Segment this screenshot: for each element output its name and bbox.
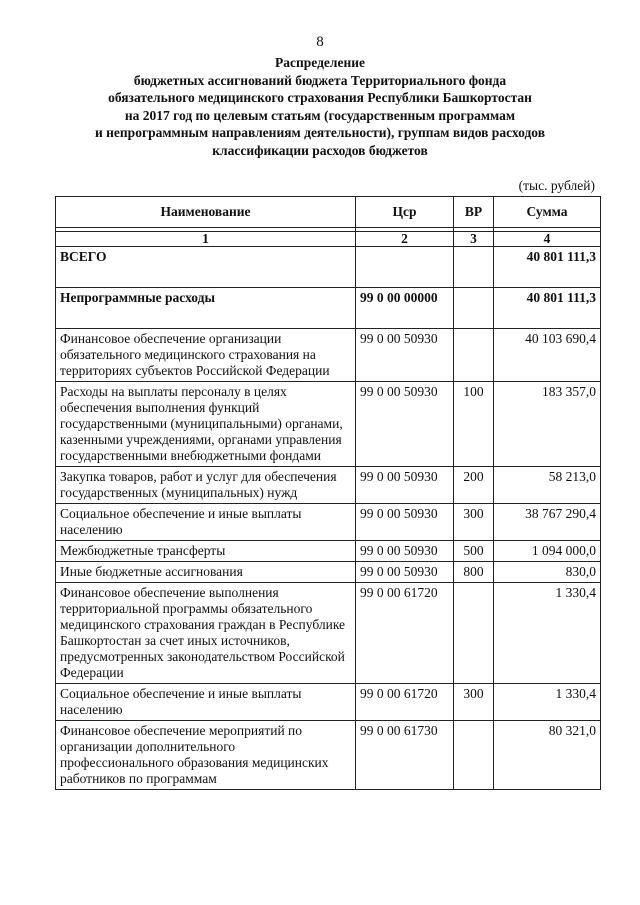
cell-sum: 40 801 111,3 xyxy=(494,288,601,329)
table-row xyxy=(56,562,601,583)
cell-code: 99 0 00 00000 xyxy=(356,288,454,329)
cell-code: 99 0 00 50930 xyxy=(356,562,454,583)
cell-name: ВСЕГО xyxy=(56,247,356,288)
cell-name: Закупка товаров, работ и услуг для обеспечения государственных (муниципальных) нужд xyxy=(56,467,356,504)
cell-sum: 38 767 290,4 xyxy=(494,504,601,541)
cell-code: 99 0 00 61720 xyxy=(356,583,454,684)
header-name: Наименование xyxy=(56,197,356,228)
cell-code: 99 0 00 50930 xyxy=(356,329,454,382)
cell-vr xyxy=(454,247,494,288)
cell-code: 99 0 00 50930 xyxy=(356,504,454,541)
cell-vr xyxy=(454,583,494,684)
column-number-row xyxy=(56,232,601,247)
column-number: 1 xyxy=(56,232,356,247)
cell-name: Межбюджетные трансферты xyxy=(56,541,356,562)
title-line: Распределение xyxy=(274,55,366,70)
cell-name: Социальное обеспечение и иные выплаты населению xyxy=(56,684,356,721)
title-line: классификации расходов бюджетов xyxy=(212,142,428,158)
cell-code: 99 0 00 50930 xyxy=(356,382,454,467)
cell-name: Социальное обеспечение и иные выплаты населению xyxy=(56,504,356,541)
cell-name: Иные бюджетные ассигнования xyxy=(56,562,356,583)
header-vr: ВР xyxy=(454,197,494,228)
header-code: Цср xyxy=(356,197,454,228)
cell-sum: 1 330,4 xyxy=(494,684,601,721)
cell-sum: 40 103 690,4 xyxy=(494,329,601,382)
cell-name: Непрограммные расходы xyxy=(56,288,356,329)
cell-vr: 300 xyxy=(454,504,494,541)
cell-sum: 830,0 xyxy=(494,562,601,583)
cell-sum: 1 094 000,0 xyxy=(494,541,601,562)
title-line: обязательного медицинского страхования Республики Башкортостан xyxy=(108,90,532,105)
cell-sum: 58 213,0 xyxy=(494,467,601,504)
header-row xyxy=(56,197,601,228)
page-number: 8 xyxy=(316,34,324,50)
document-title xyxy=(40,54,600,159)
cell-code: 99 0 00 61720 xyxy=(356,684,454,721)
cell-sum: 183 357,0 xyxy=(494,382,601,467)
table-row xyxy=(56,247,601,288)
table-row xyxy=(56,504,601,541)
units-label: (тыс. рублей) xyxy=(518,178,595,193)
table-row xyxy=(56,721,601,790)
budget-table xyxy=(55,196,601,790)
table-row xyxy=(56,288,601,329)
cell-vr xyxy=(454,721,494,790)
table-row xyxy=(56,382,601,467)
table-row xyxy=(56,541,601,562)
cell-code: 99 0 00 50930 xyxy=(356,541,454,562)
cell-vr: 500 xyxy=(454,541,494,562)
cell-sum: 1 330,4 xyxy=(494,583,601,684)
cell-name: Расходы на выплаты персоналу в целях обеспечения выполнения функций государственными (муниципальными) органами, казенными учреждениями, органами управления государственными внебюджетными фондами xyxy=(56,382,356,467)
cell-name: Финансовое обеспечение выполнения территориальной программы обязательного медицинского страхования граждан в Республике Башкортостан за счет иных источников, предусмотренных законодательством Российской Федерации xyxy=(56,583,356,684)
cell-vr: 200 xyxy=(454,467,494,504)
cell-sum: 80 321,0 xyxy=(494,721,601,790)
cell-sum: 40 801 111,3 xyxy=(494,247,601,288)
cell-code: 99 0 00 61730 xyxy=(356,721,454,790)
cell-vr xyxy=(454,288,494,329)
cell-code: 99 0 00 50930 xyxy=(356,467,454,504)
cell-name: Финансовое обеспечение мероприятий по организации дополнительного профессионального образования медицинских работников по программам xyxy=(56,721,356,790)
table-row xyxy=(56,684,601,721)
cell-code xyxy=(356,247,454,288)
table-row xyxy=(56,329,601,382)
cell-name: Финансовое обеспечение организации обязательного медицинского страхования на территориях субъектов Российской Федерации xyxy=(56,329,356,382)
cell-vr: 800 xyxy=(454,562,494,583)
header-sum: Сумма xyxy=(494,197,601,228)
column-number: 4 xyxy=(494,232,601,247)
title-line: и непрограммным направлениям деятельности), группам видов расходов xyxy=(94,125,546,140)
column-number: 3 xyxy=(454,232,494,247)
title-line: на 2017 год по целевым статьям (государственным программам xyxy=(124,107,516,123)
table-row xyxy=(56,583,601,684)
column-number: 2 xyxy=(356,232,454,247)
table-row xyxy=(56,467,601,504)
cell-vr: 300 xyxy=(454,684,494,721)
cell-vr: 100 xyxy=(454,382,494,467)
cell-vr xyxy=(454,329,494,382)
title-line: бюджетных ассигнований бюджета Территориального фонда xyxy=(133,72,507,88)
